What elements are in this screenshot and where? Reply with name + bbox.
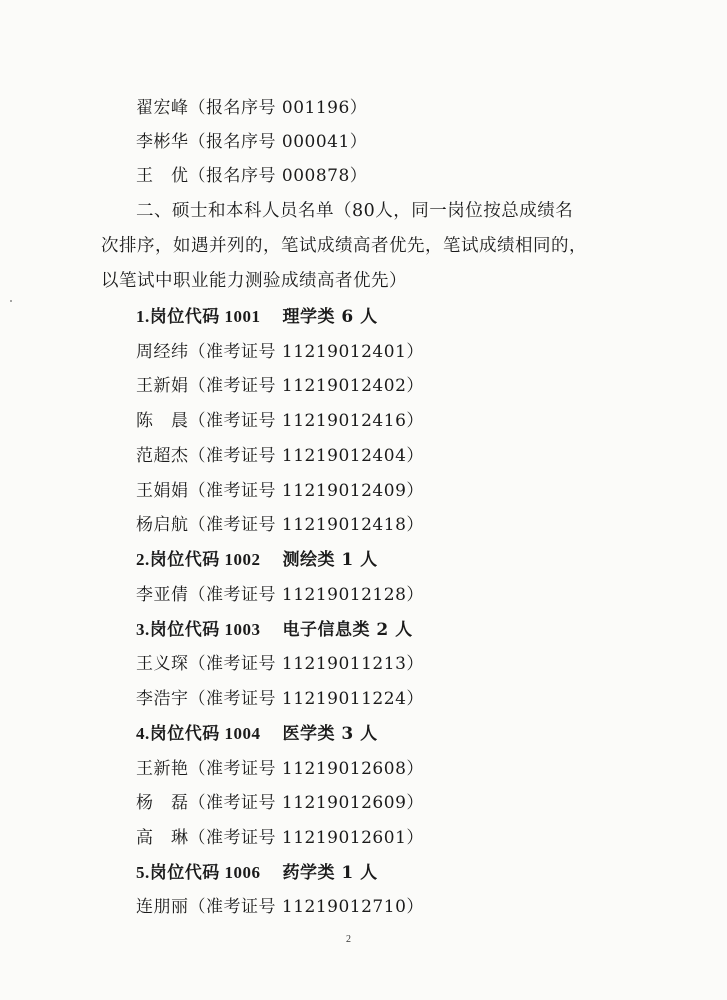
group-heading bbox=[136, 723, 378, 745]
top-entry bbox=[136, 165, 367, 187]
section-2-line-3 bbox=[101, 270, 407, 292]
person-detail: （准考证号 11219011224） bbox=[188, 689, 424, 709]
entry-detail: （报名序号 001196） bbox=[188, 98, 368, 118]
person-name: 王新娟 bbox=[136, 376, 189, 396]
person-detail: （准考证号 11219012608） bbox=[188, 759, 424, 779]
person-name: 李浩宇 bbox=[136, 689, 189, 709]
group-category: 测绘类 1 人 bbox=[282, 550, 378, 570]
group-heading bbox=[136, 549, 378, 571]
list-item bbox=[136, 341, 424, 363]
section-2-line-2 bbox=[101, 235, 587, 257]
entry-detail: （报名序号 000041） bbox=[188, 132, 368, 152]
list-item bbox=[136, 653, 424, 675]
person-detail: （准考证号 11219011213） bbox=[188, 654, 424, 674]
person-detail: （准考证号 11219012128） bbox=[188, 585, 424, 605]
scan-speck bbox=[10, 300, 12, 302]
list-item bbox=[136, 410, 424, 432]
list-item bbox=[136, 480, 424, 502]
person-name: 周经纬 bbox=[136, 342, 189, 362]
entry-name: 李彬华 bbox=[136, 132, 189, 152]
person-detail: （准考证号 11219012710） bbox=[188, 897, 424, 917]
person-detail: （准考证号 11219012601） bbox=[188, 828, 424, 848]
person-name: 王义琛 bbox=[136, 654, 189, 674]
list-item bbox=[136, 514, 424, 536]
person-detail: （准考证号 11219012609） bbox=[188, 793, 424, 813]
list-item bbox=[136, 375, 424, 397]
entry-name: 翟宏峰 bbox=[136, 98, 189, 118]
section-2-text: 次排序，如遇并列的，笔试成绩高者优先，笔试成绩相同的， bbox=[101, 236, 587, 256]
section-2-text: 以笔试中职业能力测验成绩高者优先） bbox=[101, 271, 407, 291]
entry-detail: （报名序号 000878） bbox=[188, 166, 368, 186]
page-number: 2 bbox=[346, 934, 351, 945]
group-code: 4.岗位代码 1004 bbox=[136, 724, 261, 743]
group-category: 医学类 3 人 bbox=[282, 724, 378, 744]
list-item bbox=[136, 445, 424, 467]
group-heading bbox=[136, 862, 378, 884]
person-detail: （准考证号 11219012409） bbox=[188, 481, 424, 501]
person-detail: （准考证号 11219012401） bbox=[188, 342, 424, 362]
group-category: 药学类 1 人 bbox=[282, 863, 378, 883]
list-item bbox=[136, 584, 424, 606]
group-code: 1.岗位代码 1001 bbox=[136, 307, 261, 326]
person-name: 陈 晨 bbox=[136, 411, 189, 431]
group-category: 电子信息类 2 人 bbox=[282, 620, 413, 640]
person-detail: （准考证号 11219012416） bbox=[188, 411, 424, 431]
group-code: 2.岗位代码 1002 bbox=[136, 550, 261, 569]
top-entry bbox=[136, 97, 367, 119]
list-item bbox=[136, 688, 424, 710]
list-item bbox=[136, 792, 424, 814]
section-2-line-1 bbox=[136, 200, 573, 222]
list-item bbox=[136, 827, 424, 849]
person-name: 连朋丽 bbox=[136, 897, 189, 917]
list-item bbox=[136, 896, 424, 918]
group-category: 理学类 6 人 bbox=[282, 307, 378, 327]
entry-name: 王 优 bbox=[136, 166, 189, 186]
top-entry bbox=[136, 131, 367, 153]
person-detail: （准考证号 11219012418） bbox=[188, 515, 424, 535]
person-name: 王新艳 bbox=[136, 759, 189, 779]
person-name: 范超杰 bbox=[136, 446, 189, 466]
group-heading bbox=[136, 619, 413, 641]
person-detail: （准考证号 11219012404） bbox=[188, 446, 424, 466]
section-2-text: 二、硕士和本科人员名单（80人，同一岗位按总成绩名 bbox=[136, 201, 574, 221]
person-name: 杨启航 bbox=[136, 515, 189, 535]
person-name: 王娟娟 bbox=[136, 481, 189, 501]
person-name: 李亚倩 bbox=[136, 585, 189, 605]
list-item bbox=[136, 758, 424, 780]
person-name: 高 琳 bbox=[136, 828, 189, 848]
group-code: 3.岗位代码 1003 bbox=[136, 620, 261, 639]
person-name: 杨 磊 bbox=[136, 793, 189, 813]
group-heading bbox=[136, 306, 378, 328]
group-code: 5.岗位代码 1006 bbox=[136, 863, 261, 882]
person-detail: （准考证号 11219012402） bbox=[188, 376, 424, 396]
